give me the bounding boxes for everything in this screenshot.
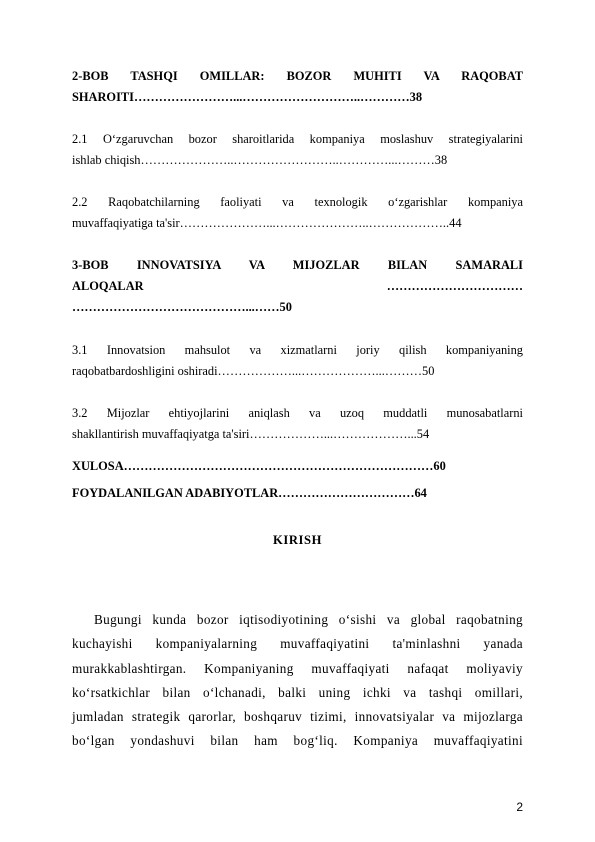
toc-entry-3-2: [72, 403, 523, 445]
body-line: jumladan strategik qarorlar, boshqaruv tizimi, innovatsiyalar va mijozlarga: [72, 709, 523, 725]
toc-line: SHAROITI……………………...………………………..…………38: [72, 90, 423, 104]
page-number: 2: [516, 800, 523, 814]
toc-line: 2.2 Raqobatchilarning faoliyati va texnologik o‘zgarishlar kompaniya: [72, 195, 523, 209]
body-line: Bugungi kunda bozor iqtisodiyotining o‘sishi va global raqobatning: [94, 612, 523, 627]
toc-entry-2-1: [72, 129, 523, 171]
toc-entry-references: [72, 483, 523, 504]
toc-line-text: ALOQALAR ……………………………: [72, 279, 523, 293]
toc-line: 3.1 Innovatsion mahsulot va xizmatlarni joriy qilish kompaniyaning: [72, 343, 523, 357]
toc-line: muvaffaqiyatiga ta'sir…………………...…………………..………………..44: [72, 216, 462, 230]
toc-line: 3-BOB INNOVATSIYA VA MIJOZLAR BILAN SAMARALI: [72, 258, 523, 272]
toc-line: ……………………………………...……50: [72, 300, 292, 314]
body-paragraph: [72, 608, 523, 754]
toc-line: 2.1 O‘zgaruvchan bozor sharoitlarida kompaniya moslashuv strategiyalarini: [72, 132, 523, 146]
toc-entry-conclusion: [72, 456, 523, 477]
toc-entry-chapter-2: [72, 66, 523, 108]
toc-line: raqobatbardoshligini oshiradi………………...………………...………50: [72, 364, 435, 378]
toc-line: FOYDALANILGAN ADABIYOTLAR……………………………64: [72, 486, 427, 500]
toc-line: [72, 276, 523, 297]
body-line: bo‘lgan yondashuvi bilan ham bog‘liq. Kompaniya muvaffaqiyatini: [72, 733, 523, 749]
section-heading: KIRISH: [272, 533, 323, 547]
toc-entry-2-2: [72, 192, 523, 234]
toc-entry-chapter-3: [72, 255, 523, 318]
body-line: murakkablashtirgan. Kompaniyaning muvaffaqiyati nafaqat moliyaviy: [72, 660, 523, 676]
toc-line: ishlab chiqish…………………..……………………..…………...………38: [72, 153, 448, 167]
toc-line: XULOSA…………………………………………………………………60: [72, 459, 446, 473]
toc-line: 2-BOB TASHQI OMILLAR: BOZOR MUHITI VA RAQOBAT: [72, 69, 523, 83]
toc-line: shakllantirish muvaffaqiyatga ta'siri………………...………………...54: [72, 427, 430, 441]
toc-line: 3.2 Mijozlar ehtiyojlarini aniqlash va uzoq muddatli munosabatlarni: [72, 406, 523, 420]
body-line: ko‘rsatkichlar bilan o‘lchanadi, balki uning ichki va tashqi omillari,: [72, 684, 523, 700]
body-line: kuchayishi kompaniyalarning muvaffaqiyatini ta'minlashni yanada: [72, 636, 523, 652]
toc-entry-3-1: [72, 340, 523, 382]
